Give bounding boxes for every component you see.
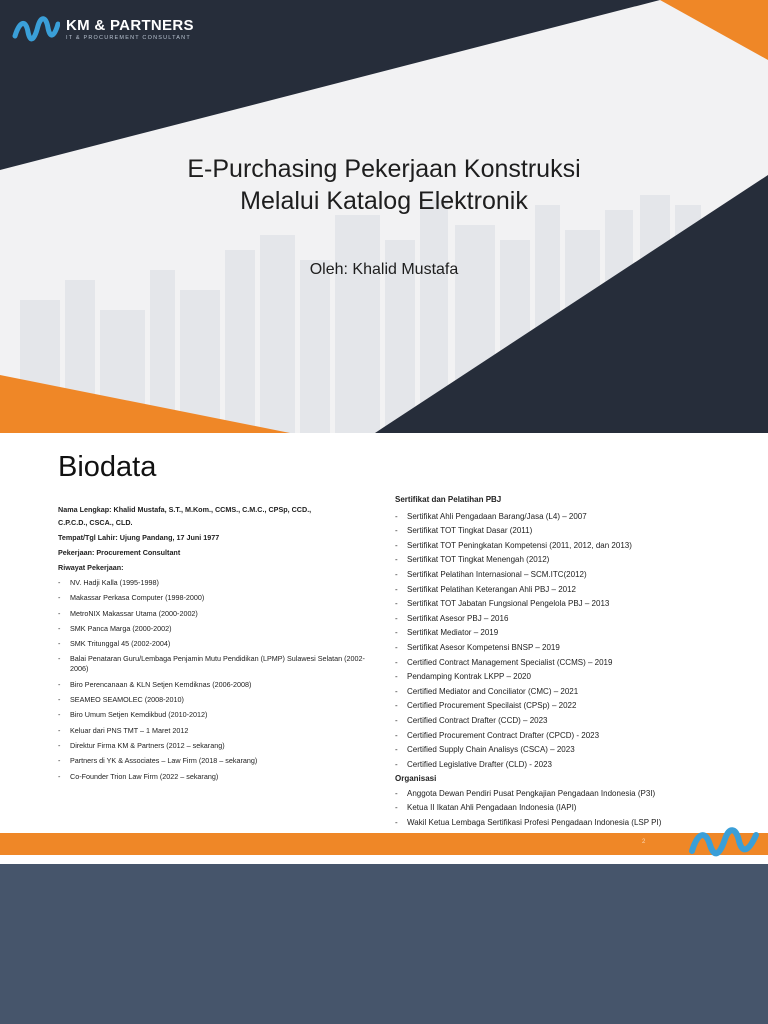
brand-logo [12, 12, 194, 46]
occupation: Pekerjaan: Procurement Consultant [58, 548, 181, 557]
list-item: - Biro Umum Setjen Kemdikbud (2010-2012) [58, 710, 378, 720]
list-item: - Certified Contract Management Specialist (CCMS) – 2019 [395, 656, 685, 671]
list-item: - SEAMEO SEAMOLEC (2008-2010) [58, 695, 378, 705]
orange-top-wedge [660, 0, 768, 60]
footer-bar [0, 833, 768, 855]
list-item: - Wakil Ketua Lembaga Sertifikasi Profesi Pengadaan Indonesia (LSP PI) [395, 816, 685, 831]
list-item: - Ketua II Ikatan Ahli Pengadaan Indonesia (IAPI) [395, 801, 685, 816]
list-item: - MetroNIX Makassar Utama (2000-2002) [58, 609, 378, 619]
page-number: 2 [642, 839, 646, 845]
list-item: - Balai Penataran Guru/Lembaga Penjamin Mutu Pendidikan (LPMP) Sulawesi Selatan (2002-2006) [58, 654, 378, 674]
list-item: - Sertifikat TOT Peningkatan Kompetensi (2011, 2012, dan 2013) [395, 539, 685, 554]
km-footer-logo-icon [688, 825, 762, 861]
list-item: - Sertifikat TOT Tingkat Menengah (2012) [395, 553, 685, 568]
full-name: Nama Lengkap: Khalid Mustafa, S.T., M.Kom., CCMS., C.M.C., CPSp, CCD., [58, 505, 312, 514]
list-item: - Sertifikat TOT Jabatan Fungsional Pengelola PBJ – 2013 [395, 597, 685, 612]
full-name-cont: C.P.C.D., CSCA., CLD. [58, 518, 133, 527]
title-slide [0, 0, 768, 433]
list-item: - Certified Supply Chain Analisys (CSCA) – 2023 [395, 743, 685, 758]
slide-heading: Biodata [58, 451, 157, 483]
list-item: - SMK Tritunggal 45 (2002-2004) [58, 639, 378, 649]
birth-info: Tempat/Tgl Lahir: Ujung Pandang, 17 Juni 1977 [58, 533, 220, 542]
list-item: - Certified Contract Drafter (CCD) – 2023 [395, 714, 685, 729]
presentation-title [0, 153, 768, 217]
personal-info-column [58, 505, 378, 787]
list-item: - Pendamping Kontrak LKPP – 2020 [395, 670, 685, 685]
list-item: - Sertifikat Pelatihan Internasional – SCM.ITC(2012) [395, 568, 685, 583]
list-item: - Co-Founder Trion Law Firm (2022 – sekarang) [58, 772, 378, 782]
list-item: - NV. Hadji Kalla (1995-1998) [58, 578, 378, 588]
list-item: - Sertifikat Ahli Pengadaan Barang/Jasa (L4) – 2007 [395, 510, 685, 525]
list-item: - Keluar dari PNS TMT – 1 Maret 2012 [58, 726, 378, 736]
work-history-label: Riwayat Pekerjaan: [58, 563, 124, 572]
list-item: - Certified Procurement Contract Drafter (CPCD) - 2023 [395, 729, 685, 744]
list-item: - Makassar Perkasa Computer (1998-2000) [58, 593, 378, 603]
list-item: - Sertifikat TOT Tingkat Dasar (2011) [395, 524, 685, 539]
list-item: - Certified Mediator and Conciliator (CMC) – 2021 [395, 685, 685, 700]
brand-name: KM & PARTNERS [66, 16, 194, 34]
list-item: - Partners di YK & Associates – Law Firm (2018 – sekarang) [58, 756, 378, 766]
org-list [395, 787, 685, 831]
brand-tagline: IT & PROCUREMENT CONSULTANT [66, 34, 191, 41]
cert-list [395, 510, 685, 773]
certifications-column [395, 493, 685, 831]
list-item: - Certified Procurement Specilaist (CPSp) – 2022 [395, 699, 685, 714]
title-line-1: E-Purchasing Pekerjaan Konstruksi [187, 155, 581, 183]
km-logo-icon [12, 12, 60, 46]
list-item: - Biro Perencanaan & KLN Setjen Kemdiknas (2006-2008) [58, 680, 378, 690]
list-item: - SMK Panca Marga (2000-2002) [58, 624, 378, 634]
title-line-2: Melalui Katalog Elektronik [240, 187, 528, 215]
list-item: - Sertifikat Mediator – 2019 [395, 626, 685, 641]
biodata-slide [0, 433, 768, 864]
list-item: - Sertifikat Asesor Kompetensi BNSP – 2019 [395, 641, 685, 656]
list-item: - Sertifikat Pelatihan Keterangan Ahli PBJ – 2012 [395, 583, 685, 598]
author-line: Oleh: Khalid Mustafa [309, 261, 459, 278]
org-label: Organisasi [395, 774, 437, 784]
list-item: - Anggota Dewan Pendiri Pusat Pengkajian Pengadaan Indonesia (P3I) [395, 787, 685, 802]
list-item: - Certified Legislative Drafter (CLD) - 2023 [395, 758, 685, 773]
list-item: - Sertifikat Asesor PBJ – 2016 [395, 612, 685, 627]
work-history-list [58, 578, 378, 782]
list-item: - Direktur Firma KM & Partners (2012 – sekarang) [58, 741, 378, 751]
cert-label: Sertifikat dan Pelatihan PBJ [395, 495, 502, 504]
